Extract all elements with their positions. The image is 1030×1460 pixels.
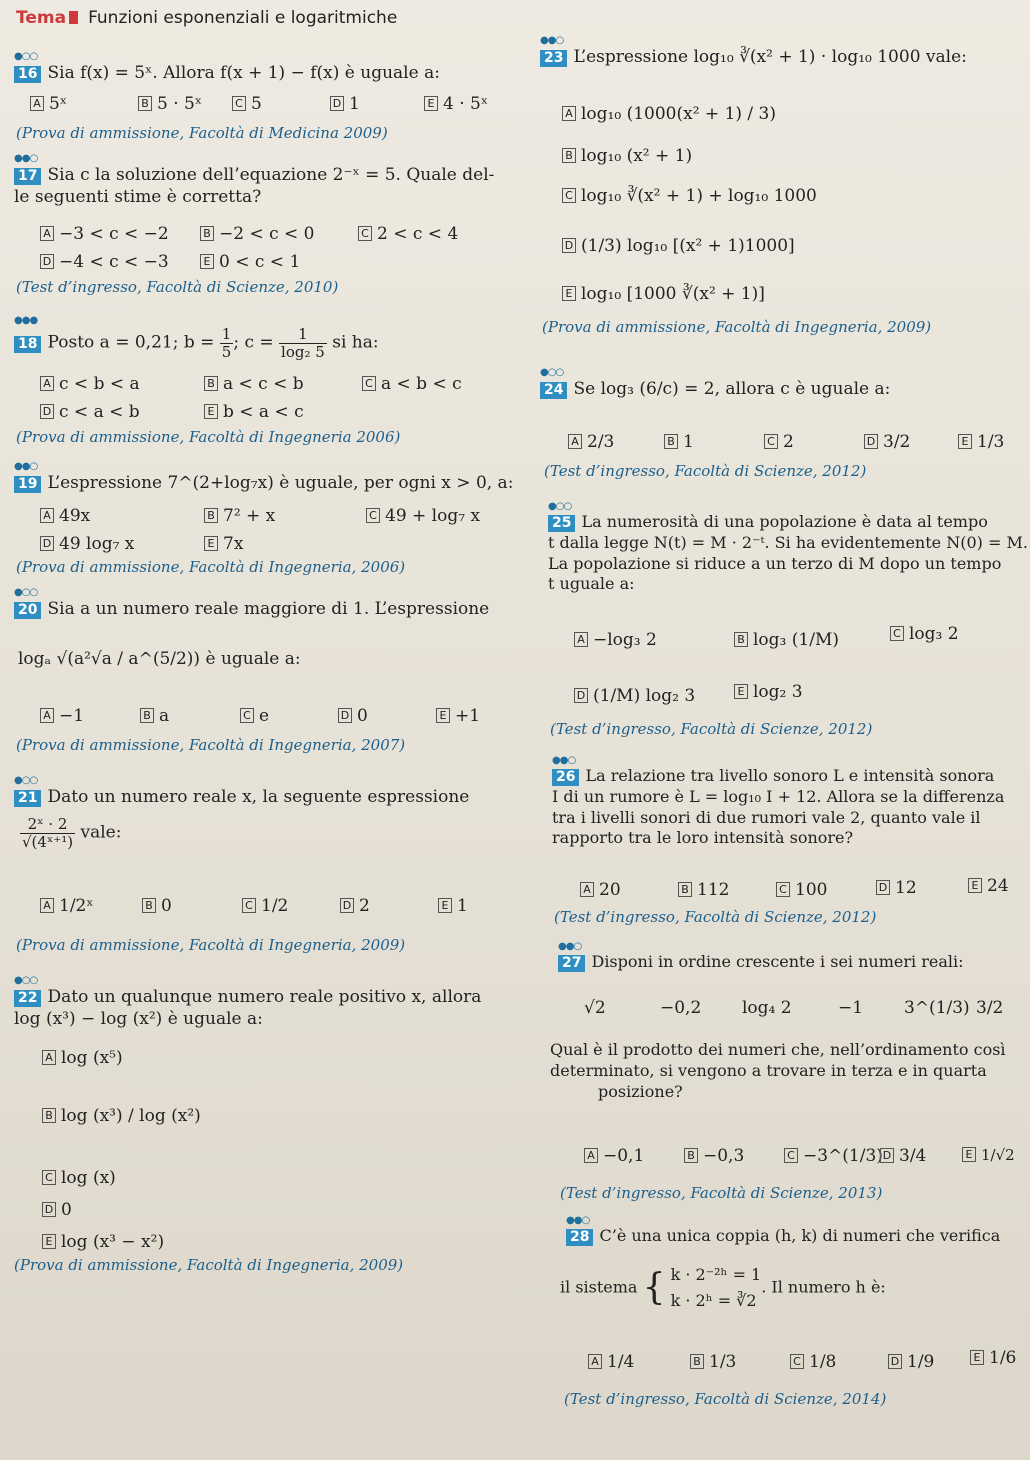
q25-option-a[interactable]: A −log₃ 2 [574,630,657,650]
q17-option-d[interactable]: D −4 < c < −3 [40,252,169,272]
q20-option-e[interactable]: E +1 [436,706,480,726]
q27-option-d[interactable]: D 3/4 [880,1146,926,1166]
q18-option-e[interactable]: E b < a < c [204,402,304,422]
q26-option-c[interactable]: C 100 [776,880,827,900]
q27-question-text: Qual è il prodotto dei numeri che, nell’ordinamento così determinato, si vengono a trovare in terza e in quarta posizione? [550,1040,1006,1101]
question-17: 17 Sia c la soluzione dell’equazione 2⁻ˣ = 5. Quale del- le seguenti stime è corretta? [14,165,495,208]
q22-option-c[interactable]: C log (x) [42,1168,116,1188]
q27-number-2: −0,2 [660,998,702,1018]
difficulty-dots-icon: ●●○ [540,35,564,46]
q16-source: (Prova di ammissione, Facoltà di Medicina 2009) [16,124,388,142]
difficulty-dots-icon: ●●● [14,315,38,326]
q19-option-e[interactable]: E 7x [204,534,243,554]
q27-number-3: log₄ 2 [742,998,792,1018]
q27-option-a[interactable]: A −0,1 [584,1146,644,1166]
question-18: 18 Posto a = 0,21; b = $\frac{1}{5}$ ; c = $\frac{1}{\text{log₂ 5}}$ si ha: [14,326,379,360]
q18-option-c[interactable]: C a < b < c [362,374,462,394]
q18-option-d[interactable]: D c < a < b [40,402,140,422]
q19-option-a[interactable]: A 49x [40,506,90,526]
q24-option-e[interactable]: E 1/3 [958,432,1004,452]
question-26: 26 La relazione tra livello sonoro L e intensità sonora I di un rumore è L = log₁₀ I + 12. Allora se la differenza tra i livelli sonori di due rumori vale 2, quanto vale il rapporto tra le loro intensità sonore? [552,766,1005,848]
q25-option-e[interactable]: E log₂ 3 [734,682,803,702]
chapter-title: Funzioni esponenziali e logaritmiche [88,8,398,28]
q25-option-c[interactable]: C log₃ 2 [890,624,959,644]
difficulty-dots-icon: ●●○ [14,153,38,164]
q20-expression: logₐ √(a²√a / a^(5/2)) è uguale a: [18,649,301,669]
q21-option-b[interactable]: B 0 [142,896,172,916]
q19-option-d[interactable]: D 49 log₇ x [40,534,134,554]
q26-source: (Test d’ingresso, Facoltà di Scienze, 2012) [554,908,877,926]
q18-option-a[interactable]: A c < b < a [40,374,140,394]
q22-source: (Prova di ammissione, Facoltà di Ingegneria, 2009) [14,1256,404,1274]
question-20: 20 Sia a un numero reale maggiore di 1. L’espressione [14,598,489,620]
question-19: 19 L’espressione 7^(2+log₇x) è uguale, per ogni x > 0, a: [14,472,513,494]
q16-option-a[interactable]: A 5ˣ [30,94,67,114]
q28-option-e[interactable]: E 1/6 [970,1348,1016,1368]
question-21: 21 Dato un numero reale x, la seguente espressione [14,786,469,808]
q21-option-c[interactable]: C 1/2 [242,896,288,916]
q16-option-c[interactable]: C 5 [232,94,262,114]
q27-number-6: 3/2 [976,998,1004,1018]
difficulty-dots-icon: ●●○ [558,941,582,952]
question-28: 28 C’è una unica coppia (h, k) di numeri che verifica [566,1226,1000,1247]
q19-option-b[interactable]: B 7² + x [204,506,275,526]
q23-option-d[interactable]: D (1/3) log₁₀ [(x² + 1)1000] [562,236,795,256]
q26-option-b[interactable]: B 112 [678,880,729,900]
difficulty-dots-icon: ●●○ [14,461,38,472]
q16-option-b[interactable]: B 5 · 5ˣ [138,94,202,114]
q27-option-c[interactable]: C −3^(1/3) [784,1146,883,1166]
question-22: 22 Dato un qualunque numero reale positivo x, allora log (x³) − log (x²) è uguale a: [14,987,482,1030]
q18-source: (Prova di ammissione, Facoltà di Ingegneria 2006) [16,428,401,446]
tema-label: Tema [16,8,67,28]
q27-source: (Test d’ingresso, Facoltà di Scienze, 2013) [560,1184,883,1202]
q20-option-a[interactable]: A −1 [40,706,84,726]
question-16: 16 Sia f(x) = 5ˣ. Allora f(x + 1) − f(x) è uguale a: [14,62,440,84]
q23-source: (Prova di ammissione, Facoltà di Ingegneria, 2009) [542,318,932,336]
q22-option-b[interactable]: B log (x³) / log (x²) [42,1106,201,1126]
q18-option-b[interactable]: B a < c < b [204,374,304,394]
q22-option-e[interactable]: E log (x³ − x²) [42,1232,164,1252]
tema-square-icon [69,11,78,24]
q20-source: (Prova di ammissione, Facoltà di Ingegneria, 2007) [16,736,406,754]
difficulty-dots-icon: ●○○ [14,587,38,598]
q24-option-a[interactable]: A 2/3 [568,432,614,452]
fraction: $\frac{1}{\text{log₂ 5}}$ [281,325,325,361]
q26-option-e[interactable]: E 24 [968,876,1009,896]
question-24: 24 Se log₃ (6/c) = 2, allora c è uguale a: [540,378,890,400]
q23-option-c[interactable]: C log₁₀ ∛(x² + 1) + log₁₀ 1000 [562,186,817,206]
q22-option-a[interactable]: A log (x⁵) [42,1048,123,1068]
q23-option-a[interactable]: A log₁₀ (1000(x² + 1) / 3) [562,104,776,124]
q24-option-d[interactable]: D 3/2 [864,432,910,452]
q26-option-a[interactable]: A 20 [580,880,621,900]
fraction: $\frac{1}{5}$ [221,325,232,361]
difficulty-dots-icon: ●○○ [14,775,38,786]
q21-source: (Prova di ammissione, Facoltà di Ingegneria, 2009) [16,936,406,954]
q28-system: il sistema { k · 2⁻²ʰ = 1 k · 2ʰ = ∛2. Il numero h è: [560,1262,886,1314]
difficulty-dots-icon: ●○○ [540,367,564,378]
difficulty-dots-icon: ●○○ [548,501,572,512]
q16-option-d[interactable]: D 1 [330,94,360,114]
q28-option-d[interactable]: D 1/9 [888,1352,934,1372]
q27-number-4: −1 [838,998,864,1018]
q25-option-b[interactable]: B log₃ (1/M) [734,630,839,650]
q17-option-b[interactable]: B −2 < c < 0 [200,224,315,244]
q26-option-d[interactable]: D 12 [876,878,917,898]
q28-option-a[interactable]: A 1/4 [588,1352,634,1372]
brace-icon: { [642,1267,666,1308]
q21-option-a[interactable]: A 1/2ˣ [40,896,94,916]
system-equations: k · 2⁻²ʰ = 1 k · 2ʰ = ∛2 [670,1265,762,1310]
q24-option-c[interactable]: C 2 [764,432,794,452]
q16-option-e[interactable]: E 4 · 5ˣ [424,94,488,114]
q24-option-b[interactable]: B 1 [664,432,694,452]
q17-option-c[interactable]: C 2 < c < 4 [358,224,458,244]
q19-option-c[interactable]: C 49 + log₇ x [366,506,480,526]
q25-source: (Test d’ingresso, Facoltà di Scienze, 2012) [550,720,873,738]
q17-source: (Test d’ingresso, Facoltà di Scienze, 2010) [16,278,339,296]
question-27: 27 Disponi in ordine crescente i sei numeri reali: [558,952,964,973]
q21-expression: $\frac{\text{2ˣ · 2}}{\text{√(4ˣ⁺¹)}}$ vale: [22,815,122,851]
q28-option-b[interactable]: B 1/3 [690,1352,736,1372]
q20-option-c[interactable]: C e [240,706,269,726]
q21-option-e[interactable]: E 1 [438,896,468,916]
chapter-header [16,8,397,28]
q25-option-d[interactable]: D (1/M) log₂ 3 [574,686,695,706]
q20-option-b[interactable]: B a [140,706,169,726]
q28-option-c[interactable]: C 1/8 [790,1352,836,1372]
question-25: 25 La numerosità di una popolazione è data al tempo t dalla legge N(t) = M · 2⁻ᵗ. Si ha evidentemente N(0) = M. La popolazione si riduce a un terzo di M dopo un tempo t uguale a: [548,512,1028,594]
question-23: 23 L’espressione log₁₀ ∛(x² + 1) · log₁₀ 1000 vale: [540,46,967,68]
q21-option-d[interactable]: D 2 [340,896,370,916]
difficulty-dots-icon: ●●○ [552,755,576,766]
q22-option-d[interactable]: D 0 [42,1200,72,1220]
q28-source: (Test d’ingresso, Facoltà di Scienze, 2014) [564,1390,887,1408]
difficulty-dots-icon: ●●○ [566,1215,590,1226]
fraction: $\frac{\text{2ˣ · 2}}{\text{√(4ˣ⁺¹)}}$ [22,815,74,851]
difficulty-dots-icon: ●○○ [14,51,38,62]
q23-option-b[interactable]: B log₁₀ (x² + 1) [562,146,692,166]
q20-option-d[interactable]: D 0 [338,706,368,726]
q27-number-5: 3^(1/3) [904,998,970,1018]
q17-option-a[interactable]: A −3 < c < −2 [40,224,169,244]
q27-option-b[interactable]: B −0,3 [684,1146,744,1166]
q27-option-e[interactable]: E 1/√2 [962,1146,1015,1164]
difficulty-dots-icon: ●○○ [14,975,38,986]
q19-source: (Prova di ammissione, Facoltà di Ingegneria, 2006) [16,558,406,576]
q24-source: (Test d’ingresso, Facoltà di Scienze, 2012) [544,462,867,480]
q27-number-1: √2 [584,998,606,1018]
q17-option-e[interactable]: E 0 < c < 1 [200,252,300,272]
q23-option-e[interactable]: E log₁₀ [1000 ∛(x² + 1)] [562,284,765,304]
